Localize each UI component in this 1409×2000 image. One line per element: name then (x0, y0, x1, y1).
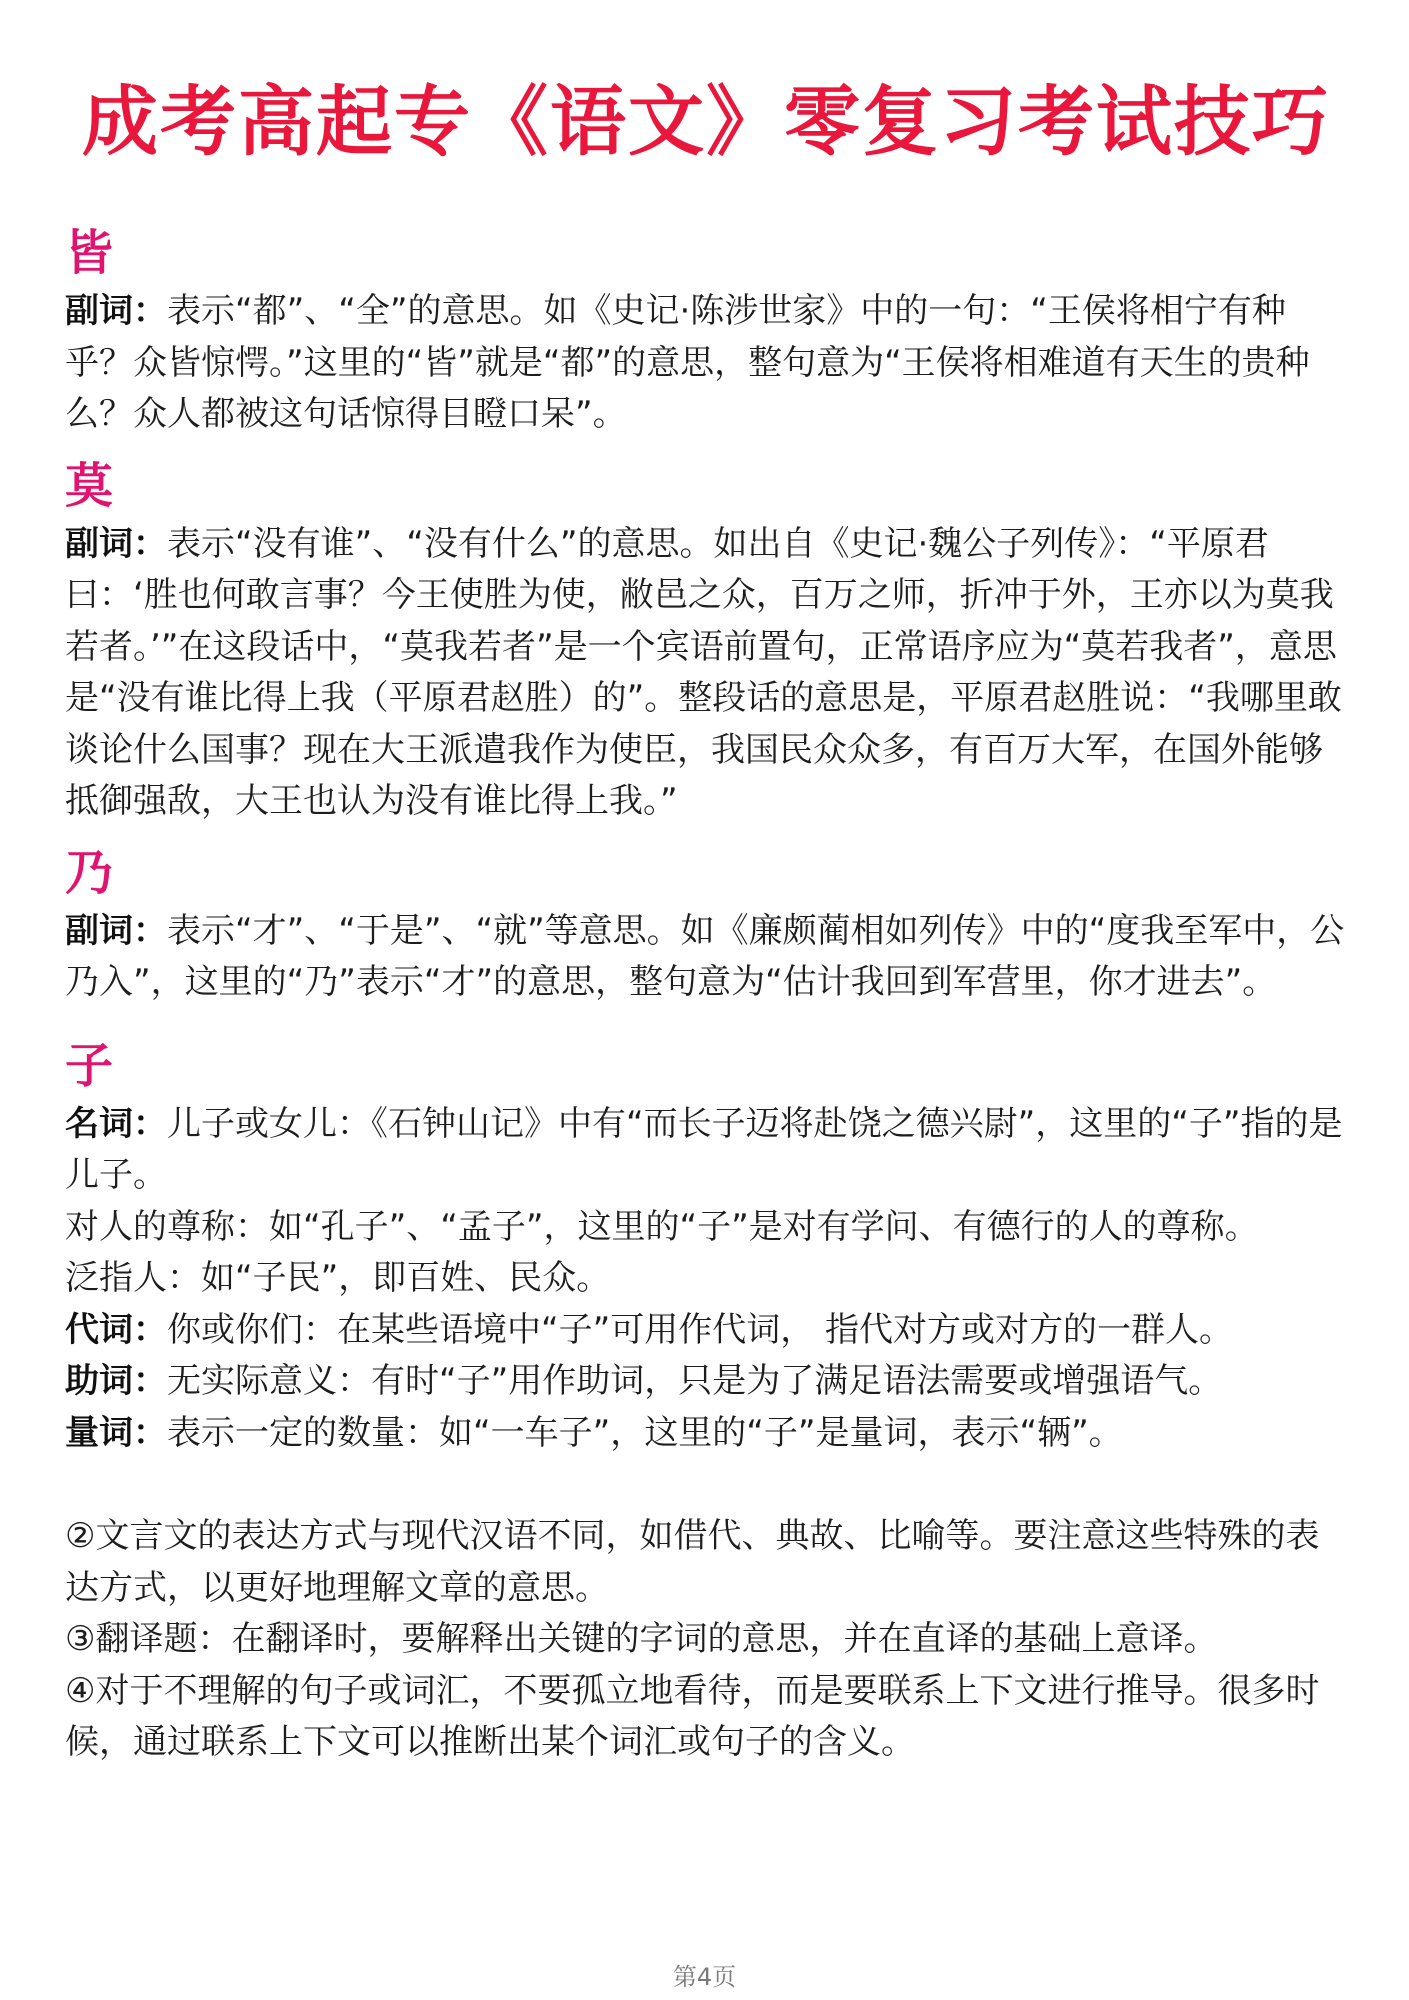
part-of-speech-label: 副词： (65, 910, 167, 951)
page-title: 成考高起专《语文》零复习考试技巧 (82, 77, 1330, 166)
entry-text: 你或你们：在某些语境中“子”可用作代词， 指代对方或对方的一群人。 (167, 1309, 1234, 1350)
entry-text: 表示“都”、“全”的意思。如《史记·陈涉世家》中的一句：“王侯将相宁有种乎？众皆惊愕。”这里的“皆”就是“都”的意思，整句意为“王侯将相难道有天生的贵种么？众人都被这句话惊得目瞪口呆”。 (65, 291, 1310, 434)
part-of-speech-label: 副词： (65, 291, 167, 331)
entry-paragraph (65, 1253, 1347, 1305)
entry-text: 泛指人：如“子民”，即百姓、民众。 (65, 1258, 611, 1298)
entry-paragraph (65, 1099, 1347, 1202)
entry-heading: 莫 (65, 457, 114, 514)
page-number: 第4页 (672, 1963, 737, 1991)
entry-paragraph (65, 519, 1347, 828)
entry-paragraph (65, 906, 1347, 1009)
entry-mo (65, 457, 1347, 828)
entry-heading: 皆 (65, 225, 114, 281)
entry-paragraph (65, 1408, 1347, 1460)
tip-item: ④对于不理解的句子或词汇，不要孤立地看待，而是要联系上下文进行推导。很多时候，通过联系上下文可以推断出某个词汇或句子的含义。 (65, 1670, 1320, 1762)
entry-zi (65, 1037, 1347, 1460)
entry-paragraph (65, 1202, 1347, 1254)
entry-paragraph (65, 1305, 1347, 1357)
entry-text: 表示“没有谁”、“没有什么”的意思。如出自《史记·魏公子列传》：“平原君曰：‘胜也何敢言事？今王使胜为使，敝邑之众，百万之师，折冲于外，王亦以为莫我若者。’”在这段话中，“莫我若者”是一个宾语前置句，正常语序应为“莫若我者”，意思是“没有谁比得上我（平原君赵胜）的”。整段话的意思是，平原君赵胜说：“我哪里敢谈论什么国事？现在大王派遣我作为使臣，我国民众众多，有百万大军，在国外能够抵御强敌，大王也认为没有谁比得上我。” (65, 523, 1342, 821)
tip-item: ②文言文的表达方式与现代汉语不同，如借代、典故、比喻等。要注意这些特殊的表达方式，以更好地理解文章的意思。 (65, 1516, 1320, 1608)
tips-list (65, 1511, 1347, 1769)
part-of-speech-label: 名词： (65, 1103, 167, 1144)
entry-paragraph (65, 1356, 1347, 1408)
entry-text: 无实际意义：有时“子”用作助词，只是为了满足语法需要或增强语气。 (167, 1361, 1223, 1401)
entry-jie (65, 224, 1347, 441)
entry-text: 表示“才”、“于是”、“就”等意思。如《廉颇蔺相如列传》中的“度我至军中，公乃入”，这里的“乃”表示“才”的意思，整句意为“估计我回到军营里，你才进去”。 (65, 910, 1345, 1002)
entry-text: 表示一定的数量：如“一车子”，这里的“子”是量词，表示“辆”。 (167, 1412, 1123, 1453)
part-of-speech-label: 量词： (65, 1412, 167, 1453)
entry-paragraph (65, 286, 1347, 441)
entry-text: 儿子或女儿：《石钟山记》中有“而长子迈将赴饶之德兴尉”，这里的“子”指的是儿子。 (65, 1103, 1343, 1195)
entry-nai (65, 844, 1347, 1009)
tip-item: ③翻译题：在翻译时，要解释出关键的字词的意思，并在直译的基础上意译。 (65, 1619, 1218, 1659)
part-of-speech-label: 副词： (65, 523, 167, 564)
part-of-speech-label: 代词： (65, 1309, 167, 1350)
part-of-speech-label: 助词： (65, 1361, 167, 1401)
entry-heading: 乃 (65, 844, 114, 901)
entry-heading: 子 (65, 1037, 114, 1094)
entry-text: 对人的尊称：如“孔子”、“孟子”，这里的“子”是对有学问、有德行的人的尊称。 (65, 1206, 1259, 1247)
